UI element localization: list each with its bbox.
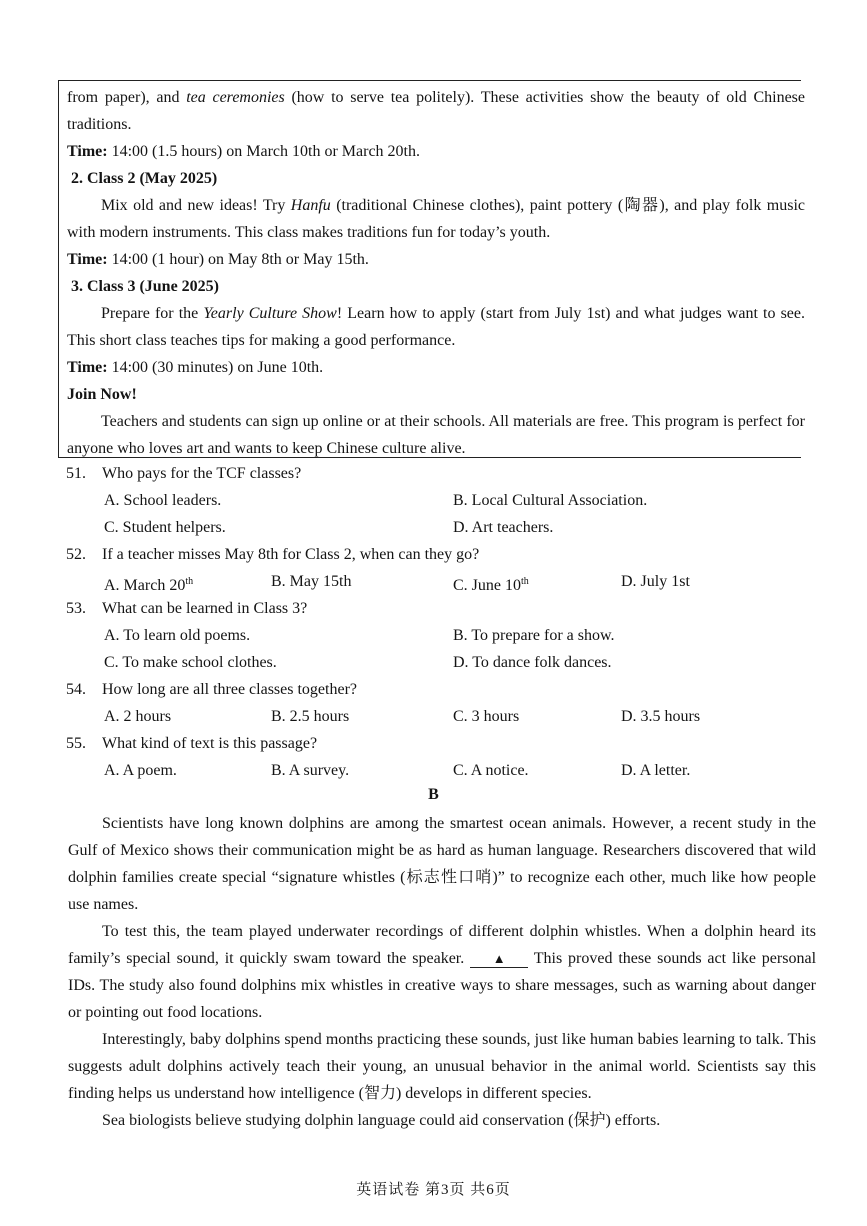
class1-text bbox=[67, 84, 805, 138]
question-54 bbox=[66, 676, 826, 703]
question-53 bbox=[66, 595, 826, 622]
question-51 bbox=[66, 460, 826, 487]
option-a: A. 2 hours bbox=[104, 708, 172, 725]
option-c: C. A notice. bbox=[453, 762, 529, 779]
question-stem: Who pays for the TCF classes? bbox=[102, 465, 302, 482]
option-d: D. Art teachers. bbox=[453, 519, 554, 536]
text-run: (how to serve tea politely). These activities show the beauty of old Chinese traditions. bbox=[67, 89, 805, 133]
text-run: This proved these sounds act like personal IDs. The study also found dolphins mix whistles in creative ways to share messages, such as warning about danger or pointing out food locations. bbox=[68, 950, 817, 1021]
class3-text bbox=[67, 300, 805, 354]
time-line-3 bbox=[67, 354, 805, 381]
italic-term: Hanfu bbox=[290, 197, 331, 214]
option-row bbox=[66, 649, 826, 676]
question-stem: If a teacher misses May 8th for Class 2, when can they go? bbox=[102, 546, 480, 563]
text-run: Mix old and new ideas! Try bbox=[101, 197, 291, 214]
page-footer: 英语试卷 第3页 共6页 bbox=[356, 1182, 511, 1198]
time-label: Time: bbox=[67, 251, 108, 268]
question-stem: What can be learned in Class 3? bbox=[102, 600, 308, 617]
time-text: 14:00 (30 minutes) on June 10th. bbox=[107, 359, 324, 376]
question-55 bbox=[66, 730, 826, 757]
option-b: B. May 15th bbox=[271, 573, 352, 590]
option-row bbox=[66, 703, 826, 730]
italic-term: Yearly Culture Show bbox=[203, 305, 337, 322]
text-run: ! Learn how to apply (start from July 1st) and what judges want to see. This short class teaches tips for making a good performance. bbox=[67, 305, 806, 349]
option-row bbox=[66, 568, 826, 595]
question-stem: How long are all three classes together? bbox=[102, 681, 358, 698]
time-text: 14:00 (1 hour) on May 8th or May 15th. bbox=[107, 251, 369, 268]
text-run: To test this, the team played underwater recordings of different dolphin whistles. When a dolphin heard its family’s special sound, it quickly swam toward the speaker. bbox=[68, 923, 816, 967]
answer-blank: ▲ bbox=[470, 951, 528, 968]
option-d: D. July 1st bbox=[621, 573, 690, 590]
option-a: A. To learn old poems. bbox=[104, 627, 251, 644]
notice-box bbox=[58, 80, 806, 458]
text-run: from paper), and bbox=[67, 89, 187, 106]
option-b: B. To prepare for a show. bbox=[453, 627, 615, 644]
question-stem: What kind of text is this passage? bbox=[102, 735, 318, 752]
join-heading: Join Now! bbox=[67, 386, 137, 403]
passage-paragraph-2 bbox=[68, 918, 816, 1026]
questions bbox=[66, 460, 826, 784]
time-line-2 bbox=[67, 246, 805, 273]
option-a: A. A poem. bbox=[104, 762, 177, 779]
option-d: D. 3.5 hours bbox=[621, 708, 701, 725]
option-d: D. A letter. bbox=[621, 762, 691, 779]
question-number: 54. bbox=[66, 681, 86, 698]
ordinal-suffix: th bbox=[185, 576, 194, 587]
notice-body bbox=[67, 84, 805, 462]
passage-paragraph-4: Sea biologists believe studying dolphin language could aid conservation (保护) efforts. bbox=[102, 1112, 661, 1129]
text-run: Prepare for the bbox=[101, 305, 204, 322]
option-b: B. A survey. bbox=[271, 762, 350, 779]
class2-text bbox=[67, 192, 805, 246]
passage-paragraph-3: Interestingly, baby dolphins spend months practicing these sounds, just like human babies learning to talk. This suggests adult dolphins actively teach their young, an unusual behavior in the animal world. Scientists say this finding helps us understand how intelligence (智力) develops in different species. bbox=[68, 1031, 816, 1102]
time-text: 14:00 (1.5 hours) on March 10th or March 20th. bbox=[107, 143, 420, 160]
text-run: (traditional Chinese clothes), paint pottery (陶器), and play folk music with modern instruments. This class makes traditions fun for today’s youth. bbox=[67, 197, 805, 241]
join-text: Teachers and students can sign up online or at their schools. All materials are free. This program is perfect for anyone who loves art and wants to keep Chinese culture alive. bbox=[67, 413, 805, 457]
question-number: 53. bbox=[66, 600, 86, 617]
option-b: B. 2.5 hours bbox=[271, 708, 350, 725]
option-d: D. To dance folk dances. bbox=[453, 654, 612, 671]
option-row bbox=[66, 487, 826, 514]
reading-passage-b bbox=[68, 810, 816, 1134]
question-number: 51. bbox=[66, 465, 86, 482]
option-row bbox=[66, 514, 826, 541]
section-heading: B bbox=[428, 786, 439, 803]
ordinal-suffix: th bbox=[521, 576, 529, 587]
question-number: 55. bbox=[66, 735, 86, 752]
time-label: Time: bbox=[67, 359, 108, 376]
option-c: C. To make school clothes. bbox=[104, 654, 277, 671]
option-b: B. Local Cultural Association. bbox=[453, 492, 648, 509]
option-row bbox=[66, 622, 826, 649]
option-text: A. March 20 bbox=[104, 577, 186, 594]
option-a: A. School leaders. bbox=[104, 492, 222, 509]
time-line-1 bbox=[67, 138, 805, 165]
class2-heading: 2. Class 2 (May 2025) bbox=[71, 170, 218, 187]
question-52 bbox=[66, 541, 826, 568]
class3-heading: 3. Class 3 (June 2025) bbox=[71, 278, 220, 295]
option-text: C. June 10 bbox=[453, 577, 521, 594]
option-row bbox=[66, 757, 826, 784]
option-c: C. 3 hours bbox=[453, 708, 520, 725]
question-number: 52. bbox=[66, 546, 86, 563]
option-c: C. Student helpers. bbox=[104, 519, 226, 536]
italic-term: tea ceremonies bbox=[186, 89, 285, 106]
passage-paragraph-1: Scientists have long known dolphins are among the smartest ocean animals. However, a recent study in the Gulf of Mexico shows their communication might be as hard as human language. Researchers discovered that wild dolphin families create special “signature whistles (标志性口哨)” to recognize each other, much like how people use names. bbox=[68, 815, 816, 913]
time-label: Time: bbox=[67, 143, 108, 160]
